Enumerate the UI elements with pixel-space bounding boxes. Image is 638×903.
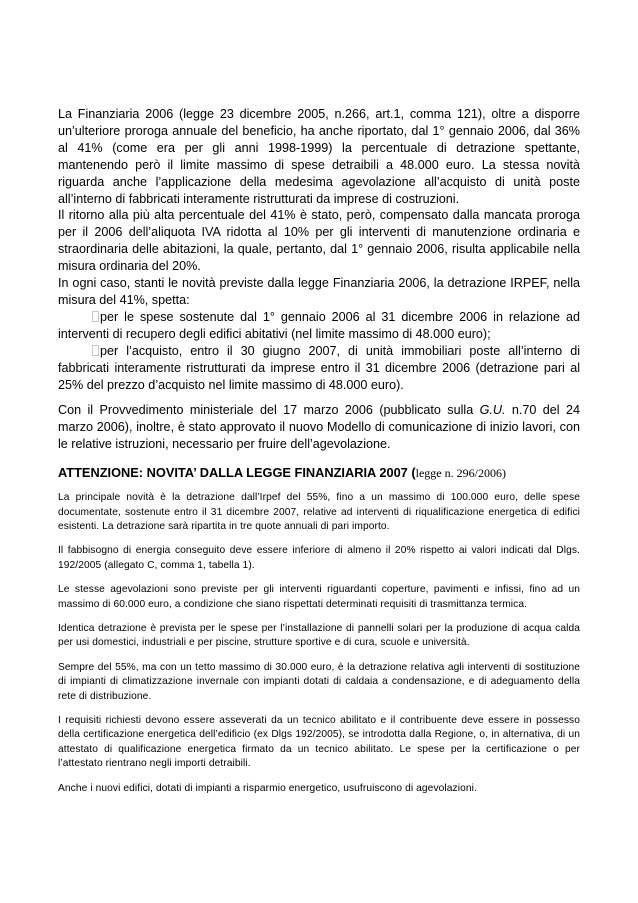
p4-text-end: n.70 del 24 marzo 2006), inoltre, è stato approvato il nuovo Modello di comunicazione di inizio lavori, con le relative istruzioni, necessario per fruire dell’agevolazione.	[58, 403, 580, 452]
gazzetta-ufficiale-abbrev: G.U.	[479, 403, 506, 418]
bullet-item-1-text: per le spese sostenute dal 1° gennaio 2006 al 31 dicembre 2006 in relazione ad interventi di recupero degli edifici abitativi (nel limite massimo di 48.000 euro);	[58, 309, 580, 341]
intro-section	[58, 106, 580, 453]
bullet-item-2-text: per l’acquisto, entro il 30 giugno 2007, di unità immobiliari poste all’interno di fabbricati interamente ristrutturati da imprese entro il 31 dicembre 2006 (detrazione pari al 25% del prezzo d’acquisto nel limite massimo di 48.000 euro).	[58, 343, 580, 392]
heading-text: ATTENZIONE: NOVITA’ DALLA LEGGE FINANZIARIA 2007 (	[58, 465, 416, 481]
attention-heading	[58, 465, 580, 481]
heading-law-reference: legge n. 296/2006)	[415, 466, 506, 481]
intro-paragraph-4	[58, 402, 580, 453]
intro-paragraph-2: Il ritorno alla più alta percentuale del 41% è stato, però, compensato dalla mancata proroga per il 2006 dell’aliquota IVA ridotta al 10% per gli interventi di manutenzione ordinaria e straordinaria delle abitazioni, la quale, pertanto, dal 1° gennaio 2006, risulta applicabile nella misura ordinaria del 20%.	[58, 208, 580, 274]
detail-paragraph: Anche i nuovi edifici, dotati di impianti a risparmio energetico, usufruiscono di agevolazioni.	[58, 782, 477, 794]
bullet-item-1	[58, 309, 580, 343]
bullet-item-2	[58, 343, 580, 394]
detail-paragraph: Sempre del 55%, ma con un tetto massimo di 30.000 euro, è la detrazione relativa agli interventi di sostituzione di impianti di climatizzazione invernale con impianti dotati di caldaia a condensazione, e di adeguamento della rete di distribuzione.	[58, 661, 580, 702]
detail-paragraph: I requisiti richiesti devono essere asseverati da un tecnico abilitato e il contribuente deve essere in possesso della certificazione energetica dell’edificio (ex Dlgs 192/2005), se introdotta dalla Regione, o, in alternativa, di un attestato di qualificazione energetica firmato da un tecnico abilitato. Le spese per la certificazione o per l’attestato rientrano negli importi detraibili.	[58, 715, 580, 770]
bullet-glyph-icon	[92, 345, 99, 356]
detail-paragraph: Il fabbisogno di energia conseguito deve essere inferiore di almeno il 20% rispetto ai valori indicati dal Dlgs. 192/2005 (allegato C, comma 1, tabella 1).	[58, 545, 580, 571]
intro-paragraph-3: In ogni caso, stanti le novità previste dalla legge Finanziaria 2006, la detrazione IRPEF, nella misura del 41%, spetta:	[58, 276, 580, 307]
detail-paragraph: Le stesse agevolazioni sono previste per gli interventi riguardanti coperture, pavimenti e infissi, fino ad un massimo di 60.000 euro, a condizione che siano rispettati determinati requisiti di trasmittanza termica.	[58, 584, 580, 610]
intro-paragraph-1: La Finanziaria 2006 (legge 23 dicembre 2005, n.266, art.1, comma 121), oltre a disporre un’ulteriore proroga annuale del beneficio, ha anche riportato, dal 1° gennaio 2006, dal 36% al 41% (come era per gli anni 1998-1999) la percentuale di detrazione spettante, mantenendo però il limite massimo di spese detraibili a 48.000 euro. La stessa novità riguarda anche l’applicazione della medesima agevolazione all’acquisto di unità poste all’interno di fabbricati interamente ristrutturati da imprese di costruzioni.	[58, 107, 580, 206]
p4-text-start: Con il Provvedimento ministeriale del 17 marzo 2006 (pubblicato sulla	[58, 403, 480, 418]
detail-paragraph: Identica detrazione è prevista per le spese per l’installazione di pannelli solari per la produzione di acqua calda per usi domestici, industriali e per piscine, strutture sportive e di cura, scuole e università.	[58, 622, 580, 649]
details-section	[58, 491, 580, 796]
bullet-glyph-icon	[92, 311, 99, 322]
detail-paragraph: La principale novità è la detrazione dall’Irpef del 55%, fino a un massimo di 100.000 euro, delle spese documentate, sostenute entro il 31 dicembre 2007, relative ad interventi di riqualificazione energetica di edifici esistenti. La detrazione sarà ripartita in tre quote annuali di pari importo.	[58, 492, 580, 532]
